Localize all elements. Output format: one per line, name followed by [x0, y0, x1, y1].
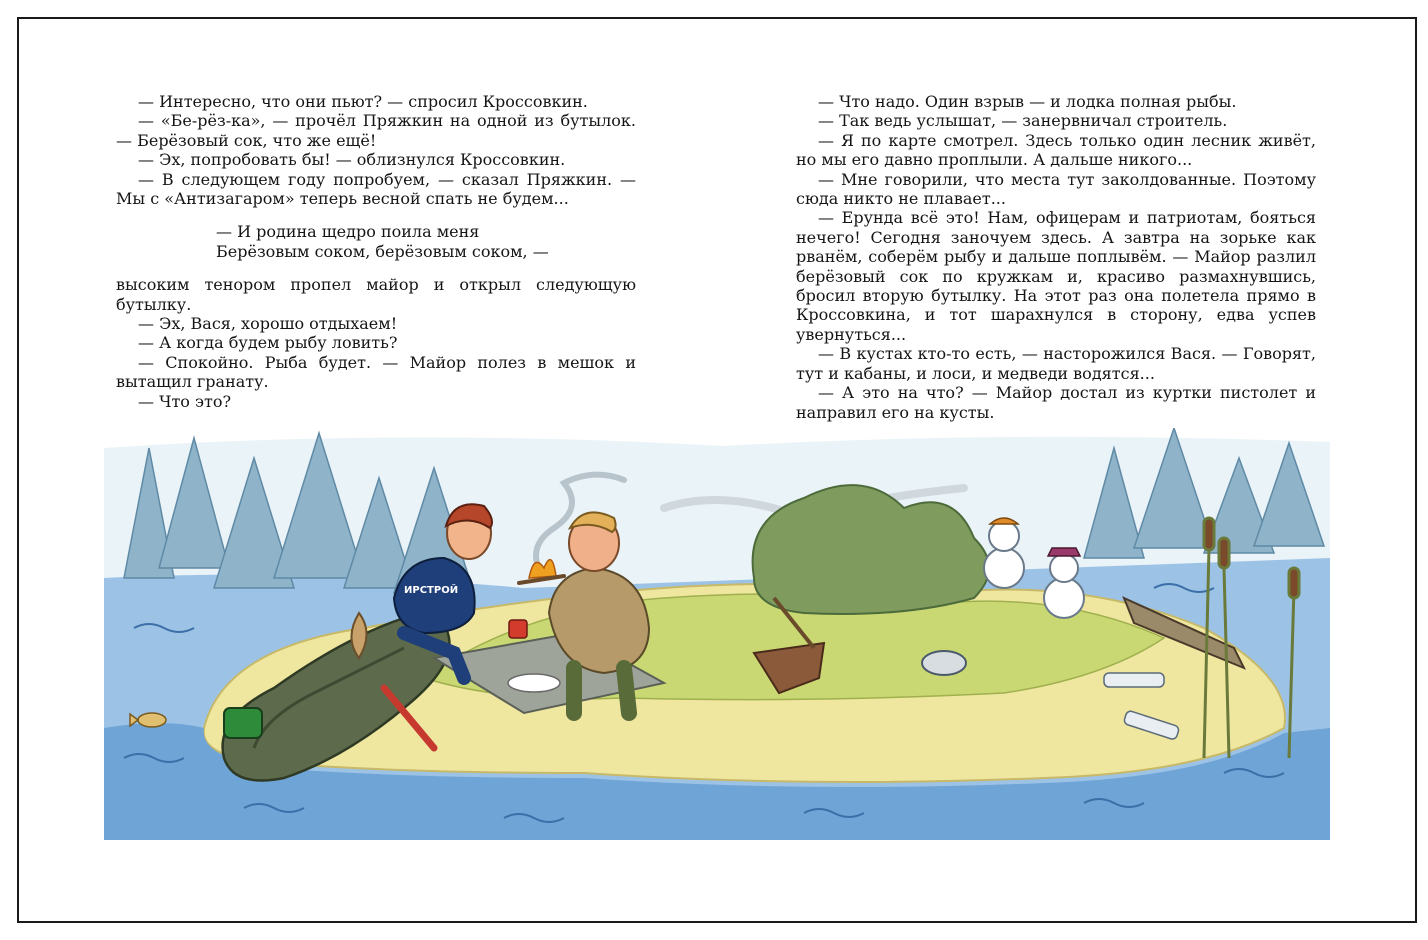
text-paragraph: — Мне говорили, что места тут заколдованные. Поэтому сюда никто не плавает...: [796, 169, 1316, 209]
boat-motor: [224, 708, 262, 738]
red-mug: [509, 620, 527, 638]
text-paragraph: — Что надо. Один взрыв — и лодка полная рыбы.: [818, 92, 1237, 111]
text-paragraph: — Я по карте смотрел. Здесь только один лесник живёт, но мы его давно проплыли. А дальше никого...: [796, 130, 1316, 170]
text-paragraph: — Ерунда всё это! Нам, офицерам и патриотам, бояться нечего! Сегодня заночуем здесь. А завтра на зорьке как рванём, соберём рыбу и дальше поплывём. — Майор разлил берёзовый сок по кружкам и, красиво размахнувшись, бросил вторую бутылку. На этот раз она полетела прямо в Кроссовкина, и тот шарахнулся в сторону, едва успев увернуться...: [796, 208, 1316, 344]
text-paragraph: — А когда будем рыбу ловить?: [138, 333, 398, 353]
text-paragraph: — А это на что? — Майор достал из куртки пистолет и направил его на кусты.: [796, 383, 1316, 422]
text-paragraph: высоким тенором пропел майор и открыл следующую бутылку.: [116, 275, 636, 314]
tin-can: [922, 651, 966, 675]
text-paragraph: — В кустах кто-то есть, — насторожился Вася. — Говорят, тут и кабаны, и лоси, и медведи водятся...: [796, 344, 1316, 383]
right-text-column: [796, 92, 1316, 422]
text-paragraph: — Спокойно. Рыба будет. — Майор полез в мешок и вытащил гранату.: [116, 352, 636, 392]
text-paragraph: — «Бе-рёз-ка», — прочёл Пряжкин на одной из бутылок. — Берёзовый сок, что же ещё!: [116, 111, 636, 150]
illustration-canvas: [104, 428, 1330, 840]
text-paragraph: — Интересно, что они пьют? — спросил Кроссовкин.: [138, 92, 588, 111]
text-paragraph: — Что это?: [138, 391, 232, 411]
text-paragraph: — Эх, попробовать бы! — облизнулся Кроссовкин.: [138, 150, 566, 170]
text-paragraph: — Эх, Вася, хорошо отдыхаем!: [138, 314, 398, 334]
island-picnic-illustration: [104, 428, 1330, 840]
text-paragraph: — Так ведь услышат, — занервничал строитель.: [818, 111, 1228, 131]
verse-line: — И родина щедро поила меня: [216, 222, 480, 242]
plate: [508, 674, 560, 692]
jacket-lettering: ИРСТРОЙ: [404, 585, 459, 596]
song-verse: [216, 222, 636, 261]
left-text-column: [116, 92, 636, 411]
verse-line: Берёзовым соком, берёзовым соком, —: [216, 241, 549, 261]
text-paragraph: — В следующем году попробуем, — сказал Пряжкин. — Мы с «Антизагаром» теперь весной спать не будем...: [116, 169, 636, 209]
